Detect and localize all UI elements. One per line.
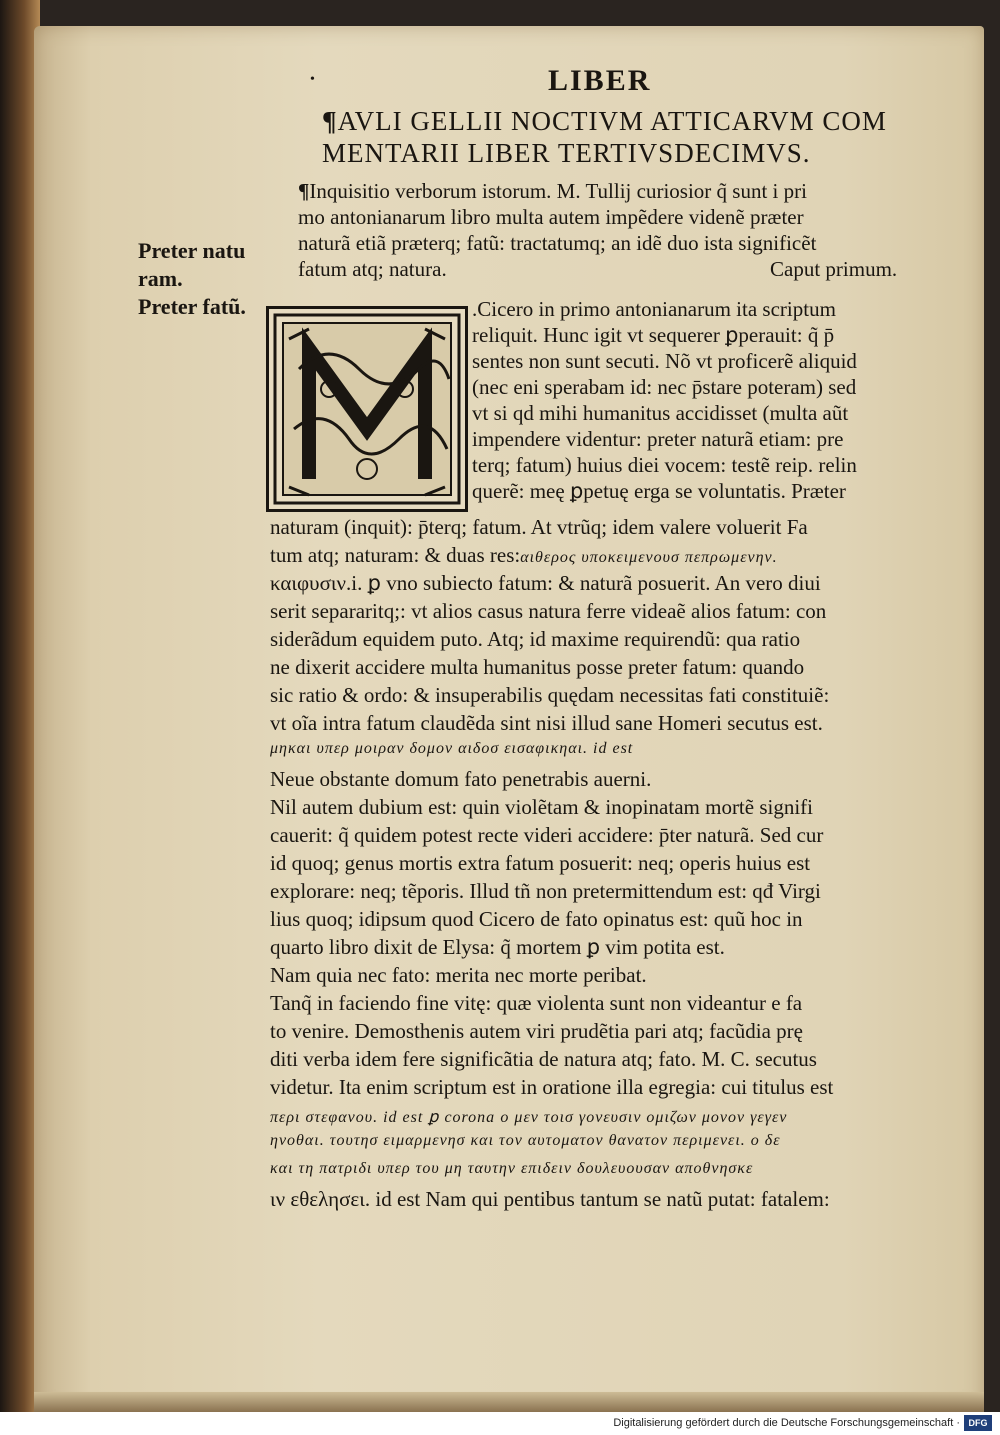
floral-initial-icon xyxy=(269,309,465,509)
greek-line: μηκαι υπερ μοιραν δομον αιδοσ εισαφικηαι. id est xyxy=(270,740,634,757)
marginal-note: ram. xyxy=(138,266,183,291)
body-line: Nil autem dubium est: quin violẽtam & inopinatam mortẽ signifi xyxy=(270,795,814,819)
body-line: serit separaritq;: vt alios casus natura ferre videaẽ alios fatum: con xyxy=(270,599,827,623)
dfg-logo: DFG xyxy=(964,1415,992,1431)
greek-line: και τη πατριδι υπερ του μη ταυτην επιδειν δουλευουσαν αποθνησκε xyxy=(270,1160,754,1177)
body-line: ιν εθελησει. id est Nam qui pentibus tantum se natũ putat: fatalem: xyxy=(270,1187,830,1211)
body-line: explorare: neq; tẽporis. Illud tñ non pretermittendum est: qđ Virgi xyxy=(270,879,821,903)
greek-text: ο μεν τοισ γονευσιν ομιζων μονον γεγεν xyxy=(500,1109,788,1126)
chapter-heading-line: ¶Inquisitio verborum istorum. M. Tullij curiosior q̃ sunt i pri xyxy=(298,179,807,203)
title-line-1: ¶AVLI GELLII NOCTIVM ATTICARVM COM xyxy=(322,106,887,136)
body-line: Nam quia nec fato: merita nec morte peribat. xyxy=(270,963,647,987)
pilcrow-icon: ¶ xyxy=(322,106,338,136)
funding-credit: Digitalisierung gefördert durch die Deutsche Forschungsgemeinschaft · xyxy=(613,1417,960,1429)
pilcrow-icon: ¶ xyxy=(298,179,310,203)
body-line: καιφυσιν.i. ꝑ vno subiecto fatum: & naturã posuerit. An vero diui xyxy=(270,571,821,595)
body-line: quarto libro dixit de Elysa: q̃ mortem ꝑ vim potita est. xyxy=(270,935,725,959)
body-line: (nec eni sperabam id: nec p̄stare poteram) sed xyxy=(472,375,857,399)
page-mark: • xyxy=(310,72,315,87)
body-line: diti verba idem fere significãtia de natura atq; fato. M. C. secutus xyxy=(270,1047,817,1071)
body-line: querẽ: meę ꝑpetuę erga se voluntatis. Præter xyxy=(472,479,846,503)
body-line: sentes non sunt secuti. Nõ vt proficerẽ aliquid xyxy=(472,349,857,373)
body-line: Neue obstante domum fato penetrabis auerni. xyxy=(270,767,652,791)
body-line: tum atq; naturam: & duas res:αιθερος υποκειμενουσ πεπρωμενην. xyxy=(270,543,778,567)
body-line: reliquit. Hunc igit vt sequerer ꝑperauit: q̃ p̄ xyxy=(472,323,835,347)
body-line: to venire. Demosthenis autem viri prudẽtia pari atq; facũdia prę xyxy=(270,1019,803,1043)
body-line: περι στεφανου. id est ꝑ corona ο μεν τοισ γονευσιν ομιζων μονον γεγεν xyxy=(270,1109,788,1126)
marginal-note: Preter fatũ. xyxy=(138,294,246,319)
chapter-heading-line: fatum atq; natura. xyxy=(298,257,447,281)
chapter-heading-line: naturã etiã præterq; fatũ: tractatumq; an idẽ duo ista significẽt xyxy=(298,231,817,255)
decorated-initial-image xyxy=(266,306,468,512)
body-line: .Cicero in primo antonianarum ita scriptum xyxy=(472,297,836,321)
body-line: vt si qd mihi humanitus accidisset (multa aũt xyxy=(472,401,849,425)
title-line-2: MENTARII LIBER TERTIVSDECIMVS. xyxy=(322,138,811,168)
body-line: cauerit: q̃ quidem potest recte videri accidere: p̄ter naturã. Sed cur xyxy=(270,823,824,847)
body-line: terq; fatum) huius diei vocem: testẽ reip. relin xyxy=(472,453,857,477)
page-edge xyxy=(34,1392,984,1412)
marginal-note: Preter natu xyxy=(138,238,246,263)
body-line: siderãdum equidem puto. Atq; id maxime requirendũ: qua ratio xyxy=(270,627,801,651)
chapter-heading-line: mo antonianarum libro multa autem impẽdere videnẽ præter xyxy=(298,205,804,229)
body-line: sic ratio & ordo: & insuperabilis quędam necessitas fati constituiẽ: xyxy=(270,683,830,707)
greek-text: αιθερος υποκειμενουσ πεπρωμενην. xyxy=(520,549,778,566)
body-line: naturam (inquit): p̄terq; fatum. At vtrũq; idem valere voluerit Fa xyxy=(270,515,808,539)
body-line: id quoq; genus mortis extra fatum posuerit: neq; operis huius est xyxy=(270,851,811,875)
body-line: vt oĩa intra fatum claudẽda sint nisi illud sane Homeri secutus est. xyxy=(270,711,823,735)
body-line: lius quoq; idipsum quod Cicero de fato opinatus est: quũ hoc in xyxy=(270,907,803,931)
running-head: LIBER xyxy=(548,64,652,97)
body-line: videtur. Ita enim scriptum est in oratione illa egregia: cui titulus est xyxy=(270,1075,834,1099)
body-line: impendere videntur: preter naturã etiam: pre xyxy=(472,427,844,451)
body-line: ne dixerit accidere multa humanitus posse preter fatum: quando xyxy=(270,655,805,679)
greek-line: ηνοθαι. τουτησ ειμαρμενησ και τον αυτοματον θανατον περιμενει. ο δε xyxy=(270,1132,781,1149)
chapter-number: Caput primum. xyxy=(770,257,898,281)
body-line: Tanq̃ in faciendo fine vitę: quæ violenta sunt non videantur e fa xyxy=(270,991,803,1015)
